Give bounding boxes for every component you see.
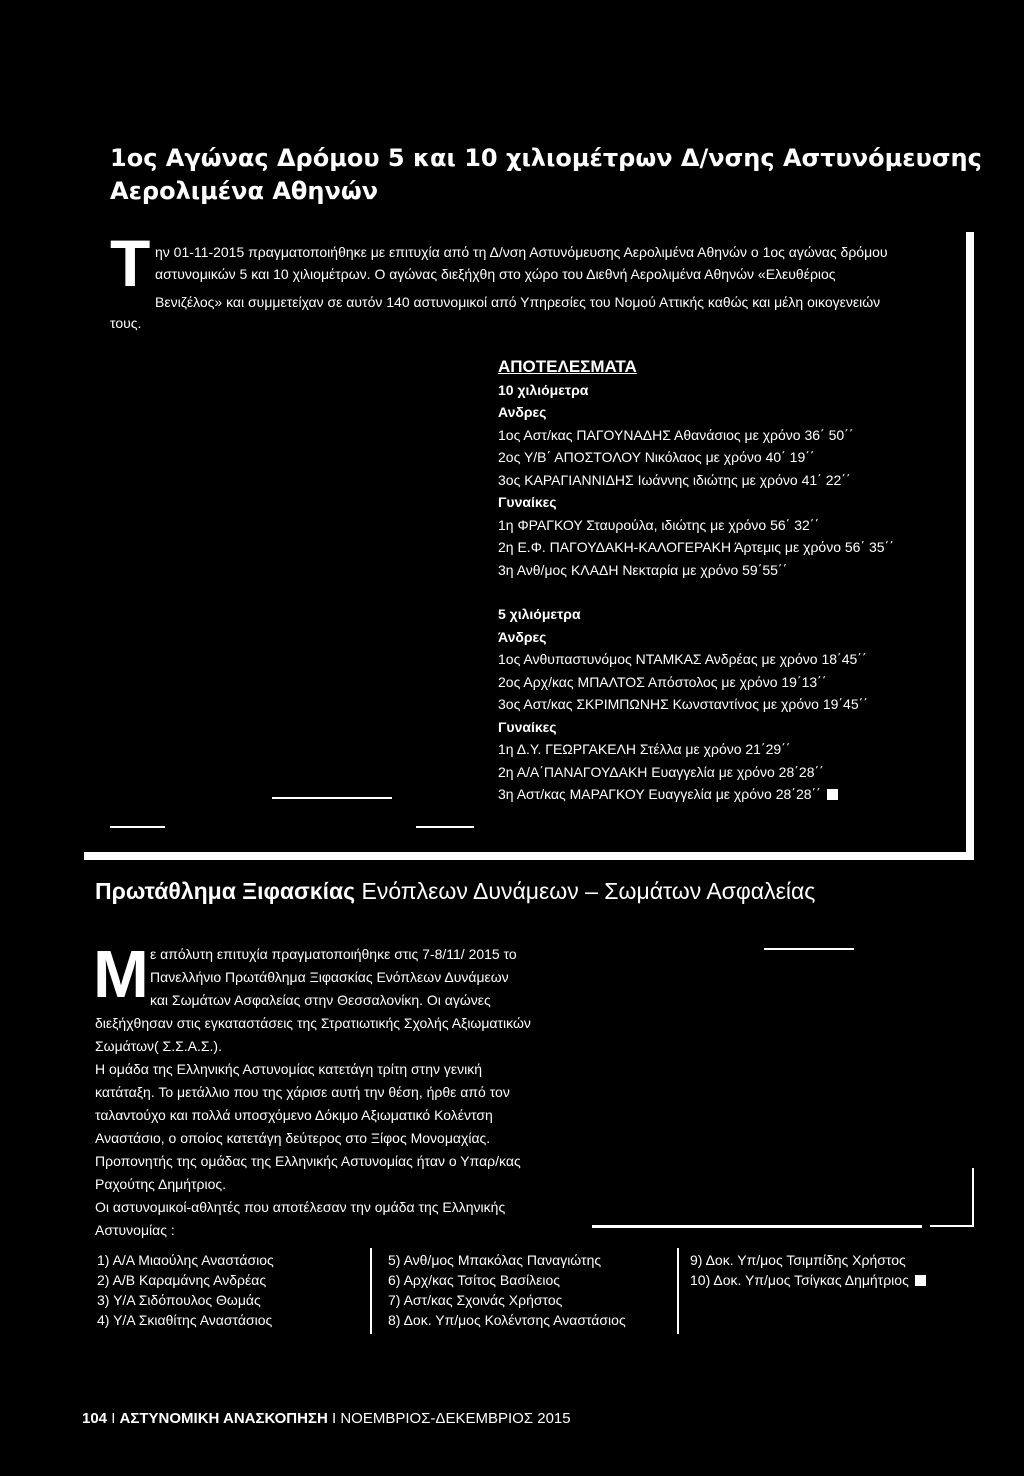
magazine-name: ΑΣΤΥΝΟΜΙΚΗ ΑΝΑΣΚΟΠΗΣΗ [119,1410,328,1427]
decor-rule [110,826,165,828]
decor-rule [416,826,474,828]
footer-separator: I [107,1410,120,1427]
result-line: 1η Δ.Υ. ΓΕΩΡΓΑΚΕΛΗ Στέλλα με χρόνο 21΄29΄΄ [498,741,791,757]
article2-dropcap: Μ [93,937,149,1012]
member-item: 6) Αρχ/κας Τσίτος Βασίλειος [388,1272,560,1288]
article2-capped-line3: και Σωμάτων Ασφαλείας στην Θεσσαλονίκη. Οι αγώνες [150,992,491,1008]
body-line: διεξήχθησαν στις εγκαταστάσεις της Στρατιωτικής Σχολής Αξιωματικών [95,1015,531,1031]
results-5km-men-label: Άνδρες [498,628,547,645]
end-mark-square [827,789,838,800]
body-line: ταλαντούχο και πολλά υποσχόμενο Δόκιμο Αξιωματικό Κολέντση [95,1107,493,1123]
issue-date: ΝΟΕΜΒΡΙΟΣ-ΔΕΚΕΜΒΡΙΟΣ 2015 [340,1410,571,1427]
member-item: 10) Δοκ. Υπ/μος Τσίγκας Δημήτριος [690,1272,909,1288]
result-line: 1η ΦΡΑΓΚΟΥ Σταυρούλα, ιδιώτης με χρόνο 56΄ 32΄΄ [498,516,820,533]
article1-intro-line2: αστυνομικών 5 και 10 χιλιομέτρων. Ο αγώνας διεξήχθη στο χώρο του Διεθνή Αερολιμένα Αθηνών «Ελευθέριος [155,266,836,282]
results-10km-men-label: Ανδρες [498,404,547,420]
results-5km-heading: 5 χιλιόμετρα [498,606,581,622]
article1-title-line1: 1ος Αγώνας Δρόμου 5 και 10 χιλιομέτρων Δ/νσης Αστυνόμευσης [110,144,982,172]
article2-body [95,1012,595,1242]
article1-intro-line3: Βενιζέλος» και συμμετείχαν σε αυτόν 140 αστυνομικοί από Υπηρεσίες του Νομού Αττικής καθώς και μέλη οικογενειών [155,294,881,310]
result-line: 3η Αστ/κας ΜΑΡΑΓΚΟΥ Ευαγγελία με χρόνο 28΄28΄΄ [498,786,821,802]
body-line: Αστυνομίας : [95,1222,175,1238]
result-line: 3ος Αστ/κας ΣΚΡΙΜΠΩΝΗΣ Κωνσταντίνος με χρόνο 19΄45΄΄ [498,696,868,712]
results-5km-women-label: Γυναίκες [498,718,557,735]
column-divider [370,1248,372,1334]
result-line: 2ος Αρχ/κας ΜΠΑΛΤΟΣ Απόστολος με χρόνο 19΄13΄΄ [498,673,827,690]
end-mark-square [915,1275,926,1286]
article1-dropcap: Τ [110,226,151,300]
members-col3 [690,1250,926,1290]
article1-intro-line4: τους. [110,315,142,331]
body-line: Αναστάσιο, ο οποίος κατετάγη δεύτερος στο Ξίφος Μονομαχίας. [95,1130,491,1146]
page-footer [82,1410,571,1427]
member-item: 8) Δοκ. Υπ/μος Κολέντσης Αναστάσιος [388,1312,626,1328]
results-10km-heading: 10 χιλιόμετρα [498,381,589,398]
member-item: 3) Υ/Α Σιδόπουλος Θωμάς [97,1292,261,1308]
body-line: Προπονητής της ομάδας της Ελληνικής Αστυνομίας ήταν ο Υπαρ/κας [95,1153,521,1169]
result-line: 2ος Υ/Β΄ ΑΠΟΣΤΟΛΟΥ Νικόλαος με χρόνο 40΄ 19΄΄ [498,449,815,465]
result-line: 3η Ανθ/μος ΚΛΑΔΗ Νεκταρία με χρόνο 59΄55΄΄ [498,561,788,578]
result-line: 2η Ε.Φ. ΠΑΓΟΥΔΑΚΗ-ΚΑΛΟΓΕΡΑΚΗ Άρτεμις με χρόνο 56΄ 35΄΄ [498,539,894,555]
article1-title-line2: Αερολιμένα Αθηνών [110,177,379,205]
decor-vrule [972,1168,974,1226]
member-item: 1) Α/Α Μιαούλης Αναστάσιος [97,1252,274,1268]
article2-title [95,878,815,905]
member-item: 4) Υ/Α Σκιαθίτης Αναστάσιος [97,1312,273,1328]
article-frame-right [958,232,974,860]
article2-title-rest: Ενόπλεων Δυνάμεων – Σωμάτων Ασφαλείας [355,878,816,904]
member-item: 5) Ανθ/μος Μπακόλας Παναγιώτης [388,1252,602,1268]
decor-rule [592,1225,922,1228]
decor-rule [930,1225,974,1227]
body-line: Σωμάτων( Σ.Σ.Α.Σ.). [95,1038,222,1054]
article1-intro-line1: ην 01-11-2015 πραγματοποιήθηκε με επιτυχία από τη Δ/νση Αστυνόμευσης Αερολιμένα Αθηνών ο 1ος αγώνας δρόμου [155,244,888,260]
members-col1 [97,1250,274,1330]
result-line: 1ος Ανθυπαστυνόμος ΝΤΑΜΚΑΣ Ανδρέας με χρόνο 18΄45΄΄ [498,651,867,667]
result-line: 3ος ΚΑΡΑΓΙΑΝΝΙΔΗΣ Ιωάννης ιδιώτης με χρόνο 41΄ 22΄΄ [498,471,851,488]
page-number: 104 [82,1410,108,1427]
article2-capped-line1: ε απόλυτη επιτυχία πραγματοποιήθηκε στις 7-8/11/ 2015 το [150,946,517,962]
body-line: Η ομάδα της Ελληνικής Αστυνομίας κατετάγη τρίτη στην γενική [95,1061,483,1077]
results-block [498,356,958,806]
article2-title-bold: Πρωτάθλημα Ξιφασκίας [95,878,356,904]
result-line: 1ος Αστ/κας ΠΑΓΟΥΝΑΔΗΣ Αθανάσιος με χρόνο 36΄ 50΄΄ [498,426,854,443]
body-line: Οι αστυνομικοί-αθλητές που αποτέλεσαν την ομάδα της Ελληνικής [95,1199,506,1215]
column-divider [677,1248,679,1334]
body-line: κατάταξη. Το μετάλλιο που της χάρισε αυτή την θέση, ήρθε από τον [95,1084,510,1100]
body-line: Ραχούτης Δημήτριος. [95,1176,227,1192]
decor-rule [272,797,392,799]
member-item: 7) Αστ/κας Σχοινάς Χρήστος [388,1292,563,1308]
results-10km-women-label: Γυναίκες [498,494,557,510]
article-frame-bottom [84,852,974,860]
article1-title [110,142,990,208]
member-item: 9) Δοκ. Υπ/μος Τσιμπίδης Χρήστος [690,1252,906,1268]
members-col2 [388,1250,626,1330]
decor-rule [764,948,854,950]
footer-separator: I [327,1410,341,1427]
results-heading: ΑΠΟΤΕΛΕΣΜΑΤΑ [498,357,637,376]
member-item: 2) Α/Β Καραμάνης Ανδρέας [97,1272,267,1288]
result-line: 2η Α/Α΄ΠΑΝΑΓΟΥΔΑΚΗ Ευαγγελία με χρόνο 28΄28΄΄ [498,763,824,780]
article2-capped-line2: Πανελλήνιο Πρωτάθλημα Ξιφασκίας Ενόπλεων Δυνάμεων [150,969,509,985]
